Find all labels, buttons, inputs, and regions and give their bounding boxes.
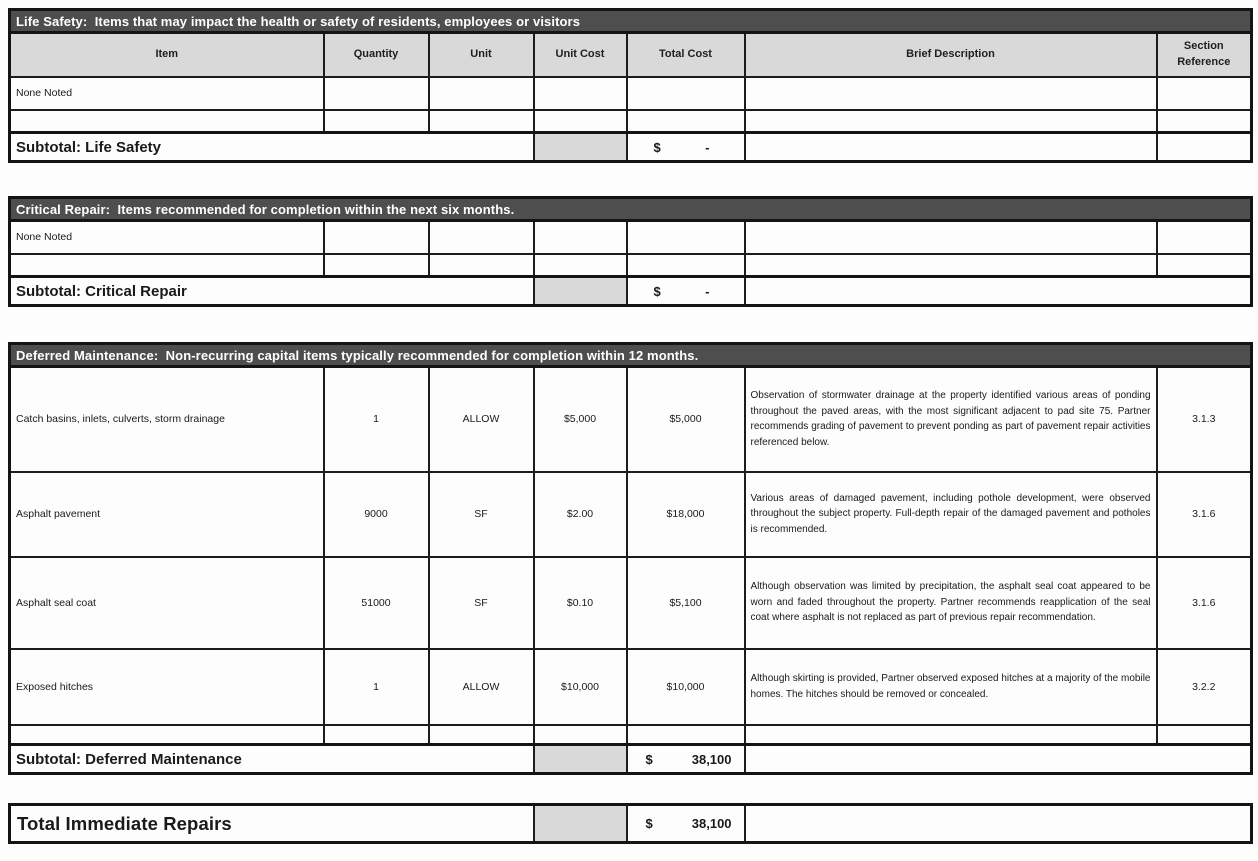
- currency-symbol: $: [653, 283, 661, 299]
- section-reference-cell: 3.1.6: [1157, 472, 1252, 557]
- table-row: [10, 221, 1252, 254]
- life-safety-subtotal-label: Subtotal: Life Safety: [10, 133, 534, 162]
- item-cell: None Noted: [10, 221, 324, 254]
- critical-repair-section-title: Critical Repair: Items recommended for completion within the next six months.: [10, 198, 1252, 221]
- total-row: [10, 805, 1252, 843]
- item-cell: None Noted: [10, 77, 324, 110]
- total-cost-cell: [627, 221, 745, 254]
- description-cell: Although skirting is provided, Partner observed exposed hitches at a majority of the mobile homes. The hitches should be removed or concealed.: [745, 649, 1157, 725]
- item-cell: Exposed hitches: [10, 649, 324, 725]
- empty-cell: [745, 254, 1157, 277]
- unit-cell: SF: [429, 557, 534, 649]
- deferred-maintenance-table: [8, 342, 1253, 775]
- table-row: [10, 725, 1252, 745]
- total-cost-cell: $10,000: [627, 649, 745, 725]
- quantity-cell: 51000: [324, 557, 429, 649]
- column-header-quantity: Quantity: [324, 33, 429, 77]
- quantity-cell: 9000: [324, 472, 429, 557]
- empty-cell: [324, 110, 429, 133]
- shaded-cell: [534, 133, 627, 162]
- table-row: [10, 110, 1252, 133]
- column-header-section-reference: [1157, 33, 1252, 77]
- subtotal-row: [10, 133, 1252, 162]
- section-reference-cell: 3.2.2: [1157, 649, 1252, 725]
- empty-cell: [745, 805, 1252, 843]
- deferred-maintenance-subtotal-amount: [627, 745, 745, 774]
- unit-cell: ALLOW: [429, 367, 534, 472]
- section-reference-cell: [1157, 77, 1252, 110]
- unit-cost-cell: $5,000: [534, 367, 627, 472]
- unit-cell: SF: [429, 472, 534, 557]
- column-header-total-cost: Total Cost: [627, 33, 745, 77]
- critical-repair-table: [8, 196, 1253, 307]
- empty-cell: [745, 745, 1252, 774]
- quantity-cell: 1: [324, 367, 429, 472]
- empty-cell: [429, 110, 534, 133]
- shaded-cell: [534, 805, 627, 843]
- description-cell: [745, 221, 1157, 254]
- shaded-cell: [534, 745, 627, 774]
- empty-cell: [534, 110, 627, 133]
- empty-cell: [627, 254, 745, 277]
- description-cell: Observation of stormwater drainage at the property identified various areas of ponding throughout the paved areas, with the most significant adjacent to pad site 75. Partner recommends grading of pavement to prevent ponding as part of pavement repair activities referenced below.: [745, 367, 1157, 472]
- table-row: [10, 472, 1252, 557]
- subtotal-value: -: [705, 139, 710, 155]
- deferred-maintenance-subtotal-label: Subtotal: Deferred Maintenance: [10, 745, 534, 774]
- description-cell: [745, 77, 1157, 110]
- subtotal-row: [10, 277, 1252, 306]
- total-cost-cell: $18,000: [627, 472, 745, 557]
- empty-cell: [534, 254, 627, 277]
- table-row: [10, 254, 1252, 277]
- description-cell: Although observation was limited by precipitation, the asphalt seal coat appeared to be worn and faded throughout the property. Partner recommends reapplication of the seal coat where asphalt is not replaced as part of previous repair recommendation.: [745, 557, 1157, 649]
- section-reference-line2: Reference: [1177, 55, 1231, 68]
- quantity-cell: [324, 77, 429, 110]
- total-value: 38,100: [691, 816, 732, 831]
- section-reference-line1: Section: [1183, 39, 1224, 52]
- subtotal-row: [10, 745, 1252, 774]
- section-reference-cell: 3.1.6: [1157, 557, 1252, 649]
- unit-cost-cell: $2.00: [534, 472, 627, 557]
- item-cell: Catch basins, inlets, culverts, storm drainage: [10, 367, 324, 472]
- unit-cost-cell: [534, 221, 627, 254]
- table-row: [10, 557, 1252, 649]
- deferred-maintenance-section-title: Deferred Maintenance: Non-recurring capital items typically recommended for completion within 12 months.: [10, 344, 1252, 367]
- item-cell: Asphalt pavement: [10, 472, 324, 557]
- table-row: [10, 649, 1252, 725]
- total-cost-cell: $5,100: [627, 557, 745, 649]
- unit-cost-cell: $10,000: [534, 649, 627, 725]
- quantity-cell: 1: [324, 649, 429, 725]
- total-immediate-repairs-amount: [627, 805, 745, 843]
- unit-cell: ALLOW: [429, 649, 534, 725]
- empty-cell: [10, 110, 324, 133]
- empty-cell: [627, 725, 745, 745]
- unit-cell: [429, 221, 534, 254]
- table-row: [10, 77, 1252, 110]
- quantity-cell: [324, 221, 429, 254]
- unit-cost-cell: [534, 77, 627, 110]
- empty-cell: [745, 277, 1252, 306]
- total-immediate-repairs-label: Total Immediate Repairs: [10, 805, 534, 843]
- total-cost-cell: $5,000: [627, 367, 745, 472]
- section-reference-cell: [1157, 221, 1252, 254]
- life-safety-table: [8, 8, 1253, 163]
- empty-cell: [10, 725, 324, 745]
- currency-symbol: $: [645, 751, 653, 767]
- empty-cell: [1157, 254, 1252, 277]
- total-immediate-repairs-table: [8, 803, 1253, 844]
- empty-cell: [745, 133, 1157, 162]
- section-reference-cell: 3.1.3: [1157, 367, 1252, 472]
- column-header-item: Item: [10, 33, 324, 77]
- unit-cell: [429, 77, 534, 110]
- critical-repair-subtotal-amount: [627, 277, 745, 306]
- empty-cell: [324, 725, 429, 745]
- empty-cell: [1157, 133, 1252, 162]
- empty-cell: [1157, 725, 1252, 745]
- empty-cell: [429, 725, 534, 745]
- total-cost-cell: [627, 77, 745, 110]
- currency-symbol: $: [653, 139, 661, 155]
- unit-cost-cell: $0.10: [534, 557, 627, 649]
- shaded-cell: [534, 277, 627, 306]
- description-cell: Various areas of damaged pavement, including pothole development, were observed throughout the subject property. Full-depth repair of the damaged pavement and potholes is recommended.: [745, 472, 1157, 557]
- life-safety-subtotal-amount: [627, 133, 745, 162]
- column-header-unit: Unit: [429, 33, 534, 77]
- empty-cell: [745, 725, 1157, 745]
- column-header-unit-cost: Unit Cost: [534, 33, 627, 77]
- life-safety-section-title: Life Safety: Items that may impact the health or safety of residents, employees or visitors: [10, 10, 1252, 33]
- empty-cell: [534, 725, 627, 745]
- subtotal-value: 38,100: [691, 751, 732, 767]
- critical-repair-subtotal-label: Subtotal: Critical Repair: [10, 277, 534, 306]
- empty-cell: [324, 254, 429, 277]
- empty-cell: [745, 110, 1157, 133]
- subtotal-value: -: [705, 283, 710, 299]
- empty-cell: [429, 254, 534, 277]
- table-row: [10, 367, 1252, 472]
- empty-cell: [10, 254, 324, 277]
- currency-symbol: $: [645, 816, 653, 831]
- empty-cell: [1157, 110, 1252, 133]
- empty-cell: [627, 110, 745, 133]
- column-header-brief-description: Brief Description: [745, 33, 1157, 77]
- item-cell: Asphalt seal coat: [10, 557, 324, 649]
